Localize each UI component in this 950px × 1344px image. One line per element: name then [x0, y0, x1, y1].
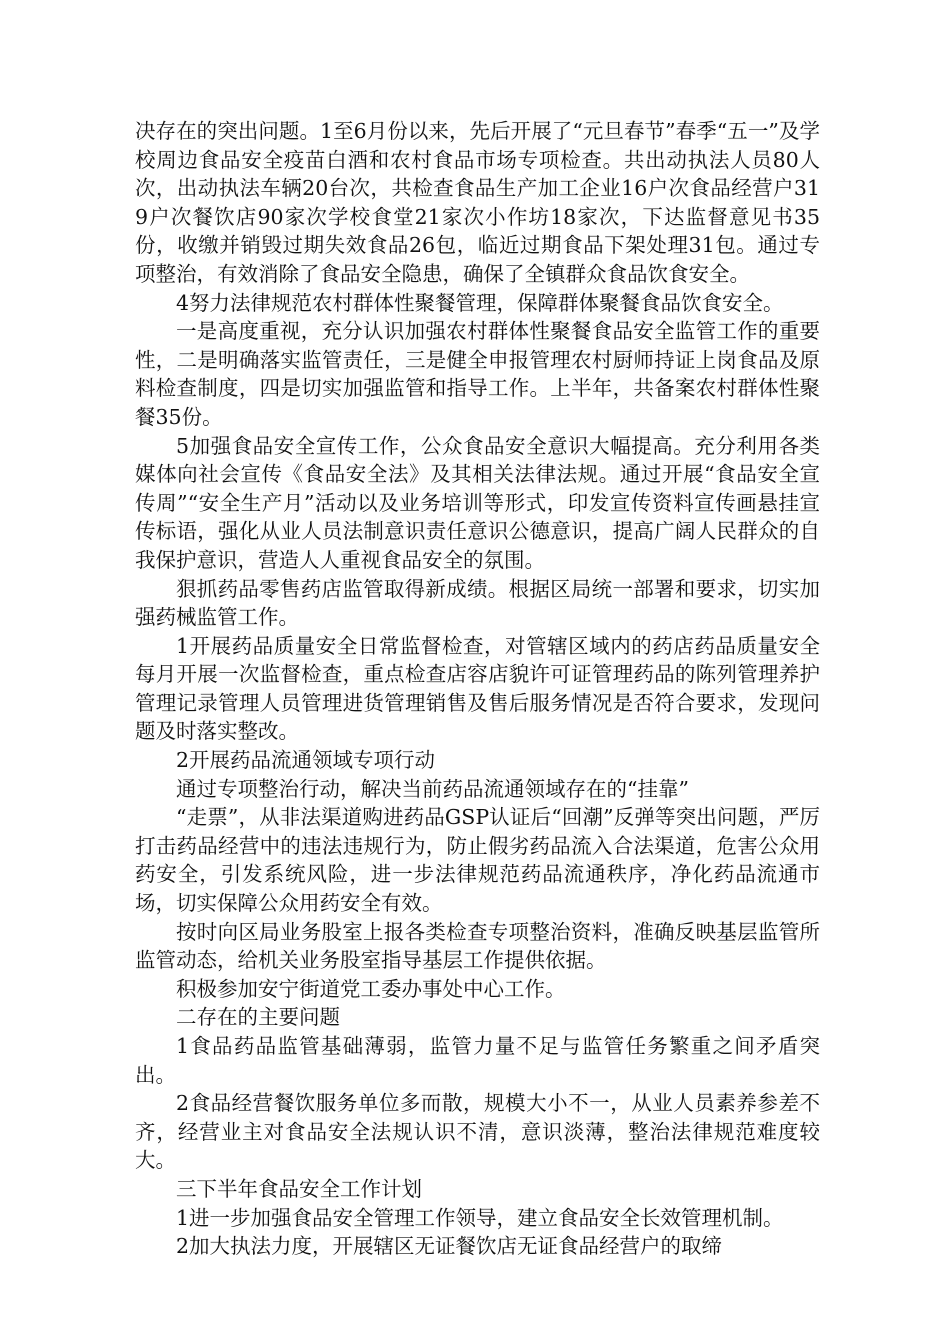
- paragraph: 4努力法律规范农村群体性聚餐管理，保障群体聚餐食品饮食安全。: [176, 290, 784, 315]
- paragraph: 1进一步加强食品安全管理工作领导，建立食品安全长效管理机制。: [176, 1205, 784, 1230]
- paragraph: 狠抓药品零售药店监管取得新成绩。根据区局统一部署和要求，切实加强药械监管工作。: [135, 576, 820, 630]
- paragraph: 2开展药品流通领域专项行动: [176, 748, 436, 773]
- paragraph: 一是高度重视，充分认识加强农村群体性聚餐食品安全监管工作的重要性，二是明确落实监管责任，三是健全申报管理农村厨师持证上岗食品及原料检查制度，四是切实加强监管和指导工作。上半年，共备案农村群体性聚餐35份。: [135, 319, 820, 429]
- section-heading: 二存在的主要问题: [176, 1005, 340, 1030]
- paragraph: “走票”，从非法渠道购进药品GSP认证后“回潮”反弹等突出问题，严厉打击药品经营中的违法违规行为，防止假劣药品流入合法渠道，危害公众用药安全，引发系统风险，进一步法律规范药品流通秩序，净化药品流通市场，切实保障公众用药安全有效。: [135, 805, 820, 916]
- paragraph: 按时向区局业务股室上报各类检查专项整治资料，准确反映基层监管所监管动态，给机关业务股室指导基层工作提供依据。: [135, 919, 820, 973]
- paragraph: 决存在的突出问题。1至6月份以来，先后开展了“元旦春节”春季“五一”及学校周边食品安全疫苗白酒和农村食品市场专项检查。共出动执法人员80人次，出动执法车辆20台次，共检查食品生产加工企业16户次食品经营户319户次餐饮店90家次学校食堂21家次小作坊18家次，下达监督意见书35份，收缴并销毁过期失效食品26包，临近过期食品下架处理31包。通过专项整治，有效消除了食品安全隐患，确保了全镇群众食品饮食安全。: [135, 119, 820, 286]
- paragraph: 1开展药品质量安全日常监督检查，对管辖区域内的药店药品质量安全每月开展一次监督检查，重点检查店容店貌许可证管理药品的陈列管理养护管理记录管理人员管理进货管理销售及售后服务情况是否符合要求，发现问题及时落实整改。: [135, 633, 820, 744]
- section-heading: 三下半年食品安全工作计划: [176, 1176, 422, 1201]
- paragraph: 1食品药品监管基础薄弱，监管力量不足与监管任务繁重之间矛盾突出。: [135, 1034, 820, 1087]
- paragraph: 2加大执法力度，开展辖区无证餐饮店无证食品经营户的取缔: [176, 1234, 723, 1259]
- document-body: [135, 117, 820, 1261]
- paragraph: 2食品经营餐饮服务单位多而散，规模大小不一，从业人员素养参差不齐，经营业主对食品安全法规认识不清，意识淡薄，整治法律规范难度较大。: [135, 1091, 820, 1173]
- paragraph: 通过专项整治行动，解决当前药品流通领域存在的“挂靠”: [176, 776, 689, 801]
- paragraph: 积极参加安宁街道党工委办事处中心工作。: [176, 976, 566, 1001]
- paragraph: 5加强食品安全宣传工作，公众食品安全意识大幅提高。充分利用各类媒体向社会宣传《食品安全法》及其相关法律法规。通过开展“食品安全宣传周”“安全生产月”活动以及业务培训等形式，印发宣传资料宣传画悬挂宣传标语，强化从业人员法制意识责任意识公德意识，提高广阔人民群众的自我保护意识，营造人人重视食品安全的氛围。: [135, 433, 820, 572]
